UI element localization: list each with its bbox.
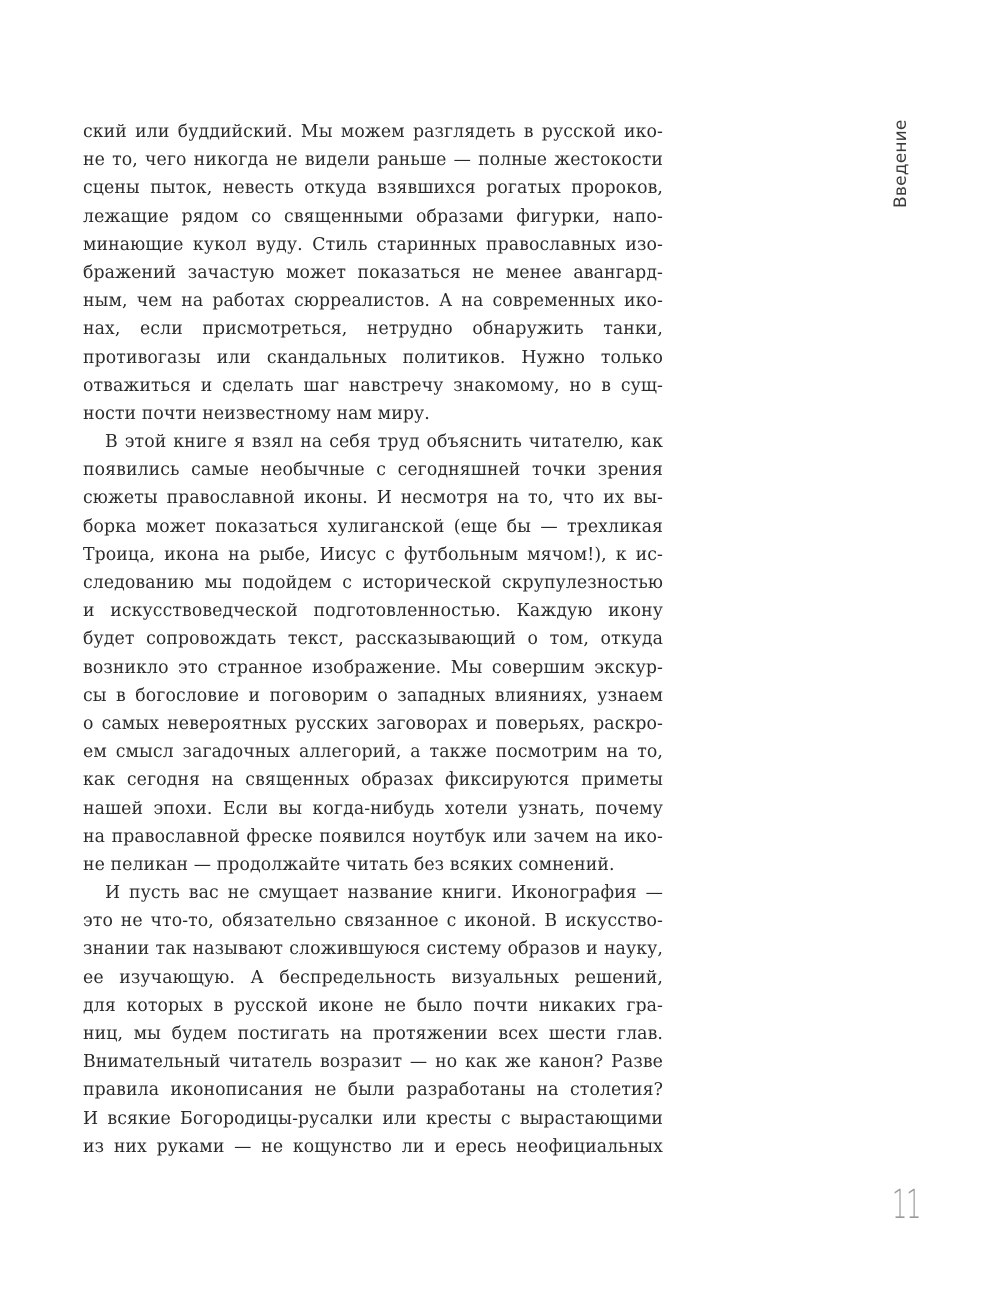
text-line: ее изучающую. А беспредельность визуальных решений, bbox=[83, 967, 663, 988]
text-line: противогазы или скандальных политиков. Нужно только bbox=[83, 347, 663, 368]
text-line: ниц, мы будем постигать на протяжении всех шести глав. bbox=[83, 1024, 663, 1044]
text-line: И пусть вас не смущает название книги. Иконография — bbox=[105, 883, 663, 904]
text-line: знании так называют сложившуюся систему образов и науку, bbox=[83, 939, 663, 960]
text-line: и искусствоведческой подготовленностью. Каждую икону bbox=[83, 601, 663, 622]
paragraph-2 bbox=[83, 428, 663, 879]
text-line: возникло это странное изображение. Мы совершим экскур- bbox=[83, 657, 663, 678]
text-line: это не что-то, обязательно связанное с иконой. В искусство- bbox=[83, 911, 663, 932]
text-line: не то, чего никогда не видели раньше — полные жестокости bbox=[83, 150, 663, 171]
text-line: сцены пыток, невесть откуда взявшихся рогатых пророков, bbox=[83, 178, 663, 199]
text-line: ем смысл загадочных аллегорий, а также посмотрим на то, bbox=[83, 742, 663, 763]
text-line: для которых в русской иконе не было почти никаких гра- bbox=[83, 995, 663, 1016]
text-line: правила иконописания не были разработаны на столетия? bbox=[83, 1080, 663, 1101]
page-number: 11 bbox=[892, 1182, 921, 1228]
text-line: И всякие Богородицы-русалки или кресты с вырастающими bbox=[83, 1108, 663, 1129]
text-line: сы в богословие и поговорим о западных влияниях, узнаем bbox=[83, 685, 663, 706]
text-line: бражений зачастую может показаться не менее авангард- bbox=[83, 262, 663, 283]
text-line: ский или буддийский. Мы можем разглядеть в русской ико- bbox=[83, 122, 663, 142]
text-line: будет сопровождать текст, рассказывающий о том, откуда bbox=[83, 629, 663, 650]
text-line: появились самые необычные с сегодняшней точки зрения bbox=[83, 460, 663, 481]
paragraph-1 bbox=[83, 118, 663, 428]
text-line: следованию мы подойдем с исторической скрупулезностью bbox=[83, 573, 663, 593]
text-line: на православной фреске появился ноутбук или зачем на ико- bbox=[83, 826, 663, 847]
body-text bbox=[83, 118, 663, 1161]
text-line: сюжеты православной иконы. И несмотря на то, что их вы- bbox=[83, 488, 663, 509]
text-line: о самых невероятных русских заговорах и поверьях, раскро- bbox=[83, 713, 663, 734]
text-line: минающие кукол вуду. Стиль старинных православных изо- bbox=[83, 234, 663, 255]
text-line: лежащие рядом со священными образами фигурки, напо- bbox=[83, 206, 663, 227]
text-line: нах, если присмотреться, нетрудно обнаружить танки, bbox=[83, 319, 663, 340]
text-line: не пеликан — продолжайте читать без всяких сомнений. bbox=[83, 854, 615, 875]
text-line: ности почти неизвестному нам миру. bbox=[83, 403, 430, 424]
text-line: как сегодня на священных образах фиксируются приметы bbox=[83, 770, 663, 791]
text-line: нашей эпохи. Если вы когда-нибудь хотели узнать, почему bbox=[83, 798, 663, 819]
text-line: В этой книге я взял на себя труд объяснить читателю, как bbox=[105, 432, 663, 453]
text-line: борка может показаться хулиганской (еще бы — трехликая bbox=[83, 516, 663, 537]
text-line: Внимательный читатель возразит — но как же канон? Разве bbox=[83, 1052, 663, 1073]
running-head bbox=[889, 120, 919, 220]
text-line: отважиться и сделать шаг навстречу знакомому, но в сущ- bbox=[83, 375, 663, 396]
text-line: ным, чем на работах сюрреалистов. А на современных ико- bbox=[83, 291, 663, 312]
paragraph-3 bbox=[83, 879, 663, 1161]
running-head-label: Введение bbox=[891, 119, 911, 208]
text-line: Троица, икона на рыбе, Иисус с футбольным мячом!), к ис- bbox=[83, 544, 663, 565]
text-line: из них руками — не кощунство ли и ересь неофициальных bbox=[83, 1136, 663, 1157]
